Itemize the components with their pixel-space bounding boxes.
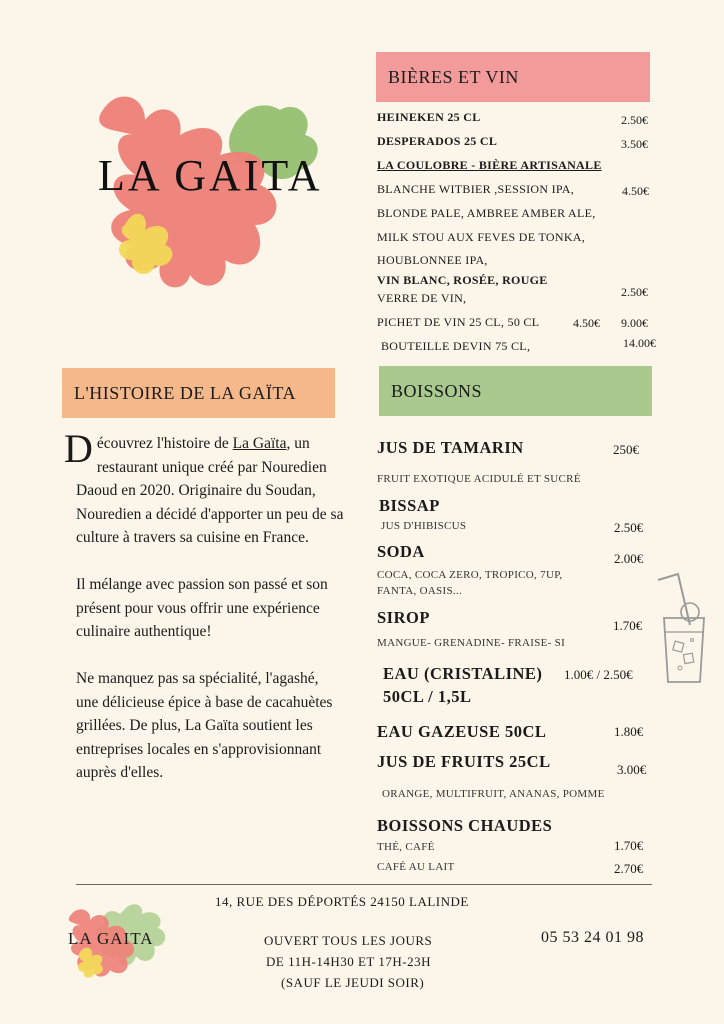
wine-bottle-price: 14.00€ [623,336,656,350]
wine-pitcher-price-large: 9.00€ [621,316,648,330]
drink-soda-price: 2.00€ [614,551,644,566]
craft-beer-heading: LA COULOBRE - BIÈRE ARTISANALE [377,158,602,172]
craft-line: HOUBLONNEE IPA, [377,253,488,267]
craft-price: 4.50€ [622,184,649,198]
drink-sirop-desc: MANGUE- GRENADINE- FRAISE- SI [377,637,566,649]
drink-bissap-desc: JUS D'HIBISCUS [381,520,467,532]
drink-eau: EAU (CRISTALINE) [383,664,543,683]
drinks-heading: BOISSONS [379,366,652,416]
footer-address: 14, RUE DES DÉPORTÉS 24150 LALINDE [215,894,469,909]
story-paragraph: Il mélange avec passion son passé et son présent pour vous offrir une expérience culinaire authentique! [76,576,328,640]
story-p4: De plus, La Gaïta soutient les entreprises locales en s'approvisionnant auprès d'elles. [76,717,322,781]
beer-heineken-price: 2.50€ [621,113,648,127]
beers-heading: BIÈRES ET VIN [376,52,650,102]
drink-eau-gazeuse-price: 1.80€ [614,724,644,739]
footer-divider [76,884,652,885]
drink-tamarin: JUS DE TAMARIN [377,438,524,457]
story-p1-start: écouvrez l'histoire de [96,435,233,452]
craft-line: BLANCHE WITBIER ,SESSION IPA, [377,182,575,196]
story-paragraph [76,667,344,785]
drink-chaudes-item-price: 1.70€ [614,838,644,853]
footer-hours: (SAUF LE JEUDI SOIR) [281,975,425,990]
story-p1-end: , un restaurant unique créé par Nouredien Daoud en 2020. Originaire du Soudan, Nouredien a décidé d'apporter un peu de sa culture à travers sa cuisine en France. [76,435,344,546]
drink-chaudes: BOISSONS CHAUDES [377,816,553,835]
story-p3: Ne manquez pas sa spécialité, l'agashé, une délicieuse épice à base de cacahuètes grillées. [76,670,333,734]
beer-desperados-price: 3.50€ [621,137,648,151]
wine-glass: VERRE DE VIN, [377,291,467,305]
drink-bissap-price: 2.50€ [614,520,644,535]
drink-soda: SODA [377,542,425,561]
drink-tamarin-desc: FRUIT EXOTIQUE ACIDULÉ ET SUCRÉ [377,473,581,485]
drink-sirop-price: 1.70€ [613,618,643,633]
craft-line: BLONDE PALE, AMBREE AMBER ALE, [377,206,596,220]
drink-eau-price: 1.00€ / 2.50€ [564,667,633,682]
beer-heineken: HEINEKEN 25 CL [377,110,481,124]
drink-soda-desc: COCA, COCA ZERO, TROPICO, 7UP, [377,569,563,581]
wine-glass-price: 2.50€ [621,285,648,299]
drink-tamarin-price: 250€ [613,442,639,457]
story-heading: L'HISTOIRE DE LA GAÏTA [62,368,335,418]
wine-heading: VIN BLANC, ROSÉE, ROUGE [377,273,548,287]
drink-jus-fruits-desc: ORANGE, MULTIFRUIT, ANANAS, POMME [382,788,605,800]
logo-title: LA GAITA [98,151,323,200]
story-text [64,426,344,785]
story-dropcap: D [64,426,93,471]
craft-line: MILK STOU AUX FEVES DE TONKA, [377,230,586,244]
footer-phone: 05 53 24 01 98 [541,929,644,946]
drink-eau-gazeuse: EAU GAZEUSE 50CL [377,722,547,741]
drink-chaudes-item-price: 2.70€ [614,861,644,876]
drink-chaudes-item: THÉ, CAFÉ [377,841,435,853]
drink-glass-icon [650,570,710,690]
story-paragraph [64,426,344,550]
wine-pitcher-price-small: 4.50€ [573,316,600,330]
drink-eau-size: 50CL / 1,5L [383,687,472,706]
footer-hours: DE 11H-14H30 ET 17H-23H [266,954,431,969]
drink-soda-desc: FANTA, OASIS... [377,585,463,597]
wine-bottle: BOUTEILLE DEVIN 75 CL, [381,339,531,353]
story-p1-link: La Gaïta [232,435,287,452]
footer-logo-title: LA GAITA [68,929,154,948]
drink-bissap: BISSAP [379,496,440,515]
wine-pitcher: PICHET DE VIN 25 CL, 50 CL [377,315,540,329]
drink-jus-fruits-price: 3.00€ [617,762,647,777]
drink-chaudes-item: CAFÉ AU LAIT [377,861,455,873]
drink-jus-fruits: JUS DE FRUITS 25CL [377,752,551,771]
beer-desperados: DESPERADOS 25 CL [377,134,498,148]
footer-hours: OUVERT TOUS LES JOURS [264,933,433,948]
drink-sirop: SIROP [377,608,430,627]
